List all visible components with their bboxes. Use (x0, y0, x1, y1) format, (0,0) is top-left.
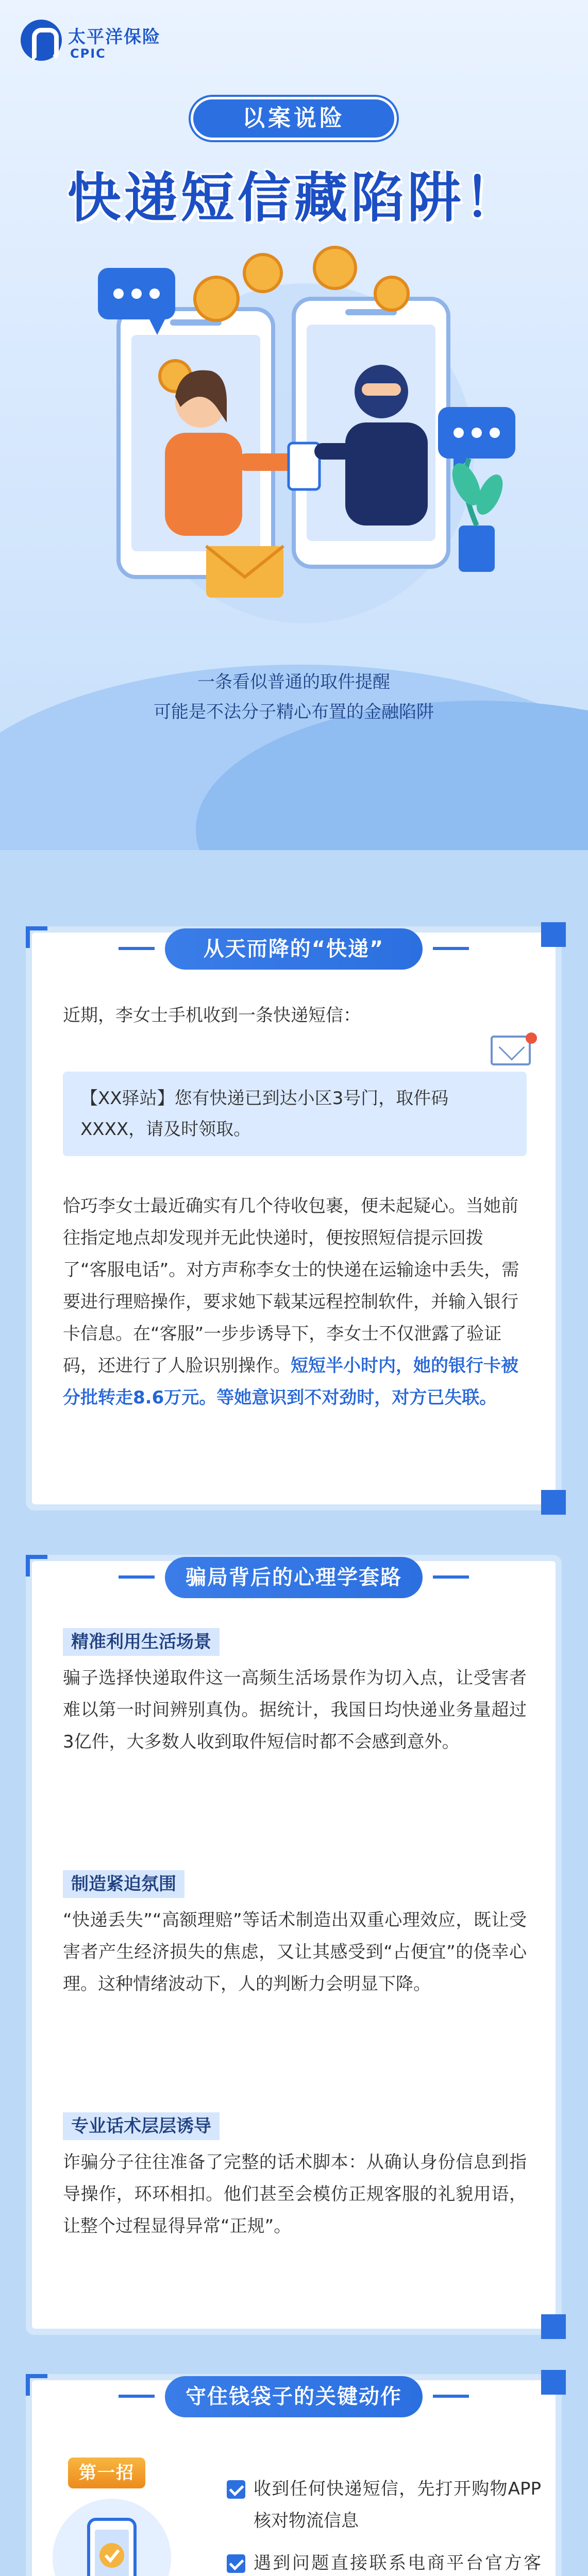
corner-decoration-square (541, 922, 566, 947)
envelope-icon (491, 1036, 531, 1065)
scam-illustration (46, 237, 541, 649)
checkbox-icon (227, 2480, 245, 2499)
psychology-body-3: 诈骗分子往往准备了完整的话术脚本：从确认身份信息到指导操作，环环相扣。他们甚至会模仿正规客服的礼貌用语，让整个过程显得异常“正规”。 (63, 2152, 527, 2236)
envelope-illustration (206, 546, 283, 598)
step-1-illustration (53, 2499, 171, 2576)
psychology-body-2: “快递丢失”“高额理赔”等话术制造出双重心理效应，既让受害者产生经济损失的焦虑，又让其感受到“占便宜”的侥幸心理。这种情绪波动下，人的判断力会明显下降。 (63, 1910, 527, 1994)
corner-decoration (26, 926, 47, 948)
brand-logo (21, 20, 175, 76)
brand-name-en: CPIC (70, 46, 106, 61)
prevention-section (32, 2380, 556, 2576)
psychology-body-1: 骗子选择快递取件这一高频生活场景作为切入点，让受害者难以第一时间辨别真伪。据统计，我国日均快递业务量超过3亿件，大多数人收到取件短信时都不会感到意外。 (63, 1668, 527, 1752)
sms-message-box: 【XX驿站】您有快递已到达小区3号门，取件码XXXX，请及时领取。 (63, 1072, 527, 1156)
case-story-text: 恰巧李女士最近确实有几个待收包裹，便未起疑心。当她前往指定地点却发现并无此快递时，便按照短信提示回拨了“客服电话”。对方声称李女士的快递在运输途中丢失，需要进行理赔操作，要求她下载某远程控制软件，并输入银行卡信息。在“客服”一步步诱导下，李女士不仅泄露了验证码，还进行了人脸识别操作。 (63, 1196, 519, 1376)
case-intro: 近期，李女士手机收到一条快递短信： (63, 1005, 361, 1026)
corner-decoration-square-bottom (541, 1490, 566, 1515)
checkbox-icon (227, 2554, 245, 2573)
hero-subtitle-line-2: 可能是不法分子精心布置的金融陷阱 (154, 702, 434, 722)
step-1-point-2: 遇到问题直接联系电商平台官方客 (227, 2547, 541, 2576)
hero-tag: 以案说险 (191, 97, 397, 140)
step-1-point-1: 收到任何快递短信，先打开购物APP核对物流信息 (227, 2473, 541, 2537)
hero-subtitle-line-1: 一条看似普通的取件提醒 (197, 672, 390, 692)
prevention-section-title: 守住钱袋子的关键动作 (165, 2376, 423, 2417)
case-section-title: 从天而降的“快递” (165, 928, 423, 970)
corner-decoration-square (541, 2370, 566, 2395)
psychology-heading-3: 专业话术层层诱导 (63, 2112, 220, 2140)
brand-name-cn: 太平洋保险 (68, 27, 161, 47)
hero-title: 快递短信藏陷阱！ (67, 166, 521, 229)
psychology-heading-2: 制造紧迫氛围 (63, 1870, 184, 1898)
case-story-highlight: 短短半小时内，她的银行卡被分批转走8.6万元。等她意识到不对劲时，对方已失联。 (63, 1355, 518, 1408)
hero-subtitle (88, 667, 500, 775)
case-story (63, 1190, 527, 1414)
cpic-logo-icon (21, 20, 62, 61)
case-section (32, 933, 556, 1504)
notification-dot-icon (526, 1032, 537, 1044)
psychology-section (32, 1561, 556, 2329)
psychology-heading-1: 精准利用生活场景 (63, 1628, 220, 1656)
hero-banner (0, 0, 588, 850)
corner-decoration-square-bottom (541, 2314, 566, 2339)
corner-decoration (26, 1555, 47, 1577)
phone-check-icon (53, 2499, 171, 2576)
step-1-badge: 第一招 (68, 2458, 145, 2488)
corner-decoration (26, 2374, 47, 2396)
psychology-section-title: 骗局背后的心理学套路 (165, 1557, 423, 1598)
